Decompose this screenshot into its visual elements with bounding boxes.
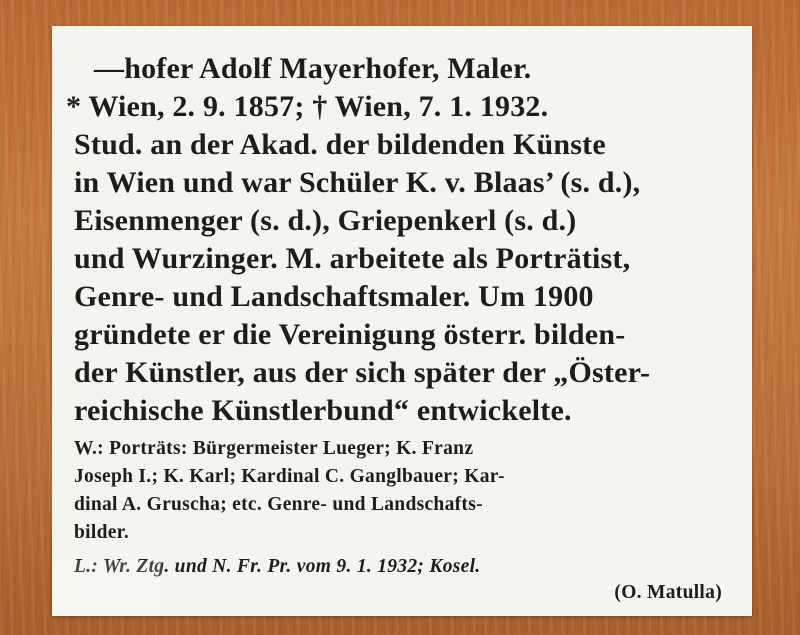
- literature-line: L.: Wr. Ztg. und N. Fr. Pr. vom 9. 1. 1932; Kosel.: [74, 556, 481, 577]
- tape-residue: [52, 560, 162, 616]
- entry-heading: —hofer Adolf Mayerhofer, Maler.: [94, 52, 532, 85]
- entry-line: der Künstler, aus der sich später der „Öster-: [74, 356, 651, 389]
- entry-line: reichische Künstlerbund“ entwickelte.: [74, 394, 572, 427]
- entry-line: gründete er die Vereinigung österr. bilden-: [74, 318, 626, 351]
- works-line: bilder.: [74, 522, 130, 543]
- entry-line: Genre- und Landschaftsmaler. Um 1900: [74, 280, 594, 313]
- clipping-card: [52, 26, 752, 616]
- entry-line: und Wurzinger. M. arbeitete als Porträtist,: [74, 242, 631, 275]
- entry-line: Stud. an der Akad. der bildenden Künste: [74, 128, 606, 161]
- works-line: Joseph I.; K. Karl; Kardinal C. Ganglbauer; Kar-: [74, 466, 505, 487]
- entry-line: Eisenmenger (s. d.), Griepenkerl (s. d.): [74, 204, 577, 237]
- works-line: W.: Porträts: Bürgermeister Lueger; K. Franz: [74, 438, 474, 459]
- works-line: dinal A. Gruscha; etc. Genre- und Landschafts-: [74, 494, 483, 515]
- entry-line: in Wien und war Schüler K. v. Blaas’ (s. d.),: [74, 166, 641, 199]
- author-signature: (O. Matulla): [614, 582, 722, 603]
- entry-line: * Wien, 2. 9. 1857; † Wien, 7. 1. 1932.: [66, 90, 549, 123]
